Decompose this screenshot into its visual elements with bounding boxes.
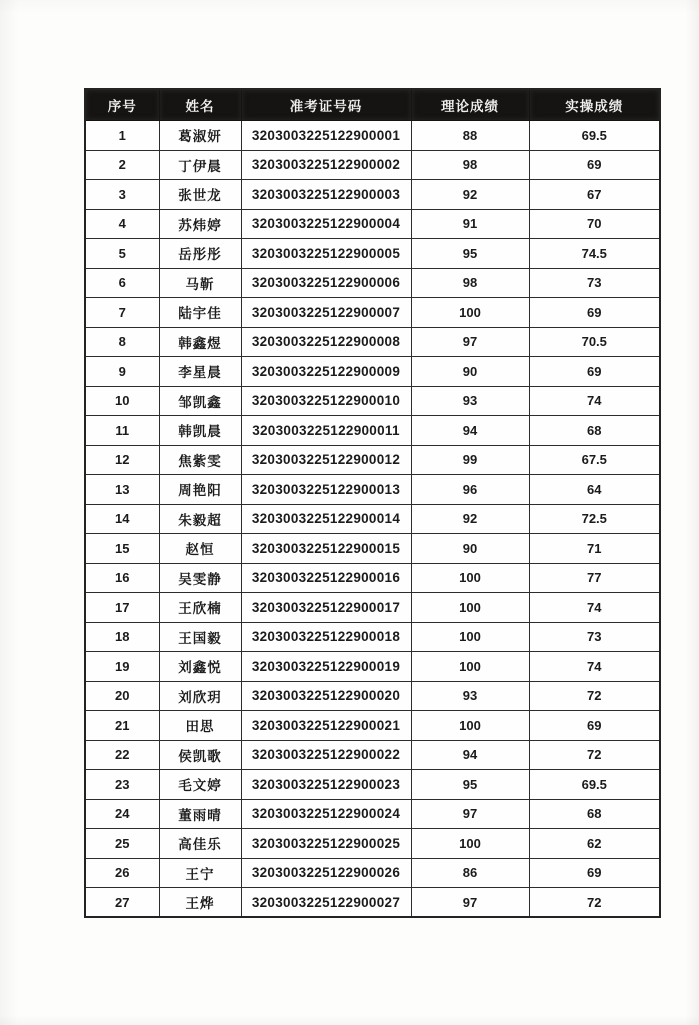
practical-score-cell: 69 (529, 711, 660, 741)
ticket-number-cell: 3203003225122900003 (241, 180, 411, 210)
theory-score-cell: 92 (411, 504, 529, 534)
theory-score-cell: 94 (411, 740, 529, 770)
practical-score-cell: 62 (529, 829, 660, 859)
name-cell: 王宁 (159, 858, 241, 888)
theory-score-cell: 97 (411, 888, 529, 918)
table-row (85, 357, 660, 387)
table-row (85, 563, 660, 593)
name-cell: 王国毅 (159, 622, 241, 652)
practical-score-cell: 67 (529, 180, 660, 210)
ticket-number-cell: 3203003225122900015 (241, 534, 411, 564)
name-cell: 陆宇佳 (159, 298, 241, 328)
ticket-number-cell: 3203003225122900012 (241, 445, 411, 475)
theory-score-cell: 100 (411, 711, 529, 741)
table-row (85, 121, 660, 151)
table-row (85, 416, 660, 446)
row-index-cell: 5 (85, 239, 159, 269)
ticket-number-cell: 3203003225122900002 (241, 150, 411, 180)
practical-score-cell: 73 (529, 268, 660, 298)
ticket-number-cell: 3203003225122900018 (241, 622, 411, 652)
table-row (85, 622, 660, 652)
name-cell: 董雨晴 (159, 799, 241, 829)
theory-score-cell: 90 (411, 357, 529, 387)
theory-score-cell: 95 (411, 770, 529, 800)
name-cell: 李星晨 (159, 357, 241, 387)
practical-score-cell: 74.5 (529, 239, 660, 269)
row-index-cell: 18 (85, 622, 159, 652)
ticket-number-cell: 3203003225122900017 (241, 593, 411, 623)
practical-score-cell: 64 (529, 475, 660, 505)
row-index-cell: 20 (85, 681, 159, 711)
ticket-number-cell: 3203003225122900021 (241, 711, 411, 741)
theory-score-cell: 98 (411, 268, 529, 298)
name-cell: 周艳阳 (159, 475, 241, 505)
row-index-cell: 15 (85, 534, 159, 564)
practical-score-cell: 69 (529, 858, 660, 888)
table-row (85, 268, 660, 298)
theory-score-cell: 100 (411, 652, 529, 682)
practical-score-cell: 73 (529, 622, 660, 652)
ticket-number-cell: 3203003225122900009 (241, 357, 411, 387)
ticket-number-cell: 3203003225122900025 (241, 829, 411, 859)
ticket-number-cell: 3203003225122900024 (241, 799, 411, 829)
ticket-number-cell: 3203003225122900011 (241, 416, 411, 446)
row-index-cell: 6 (85, 268, 159, 298)
name-cell: 韩鑫煜 (159, 327, 241, 357)
theory-score-cell: 97 (411, 327, 529, 357)
row-index-cell: 17 (85, 593, 159, 623)
name-cell: 毛文婷 (159, 770, 241, 800)
row-index-cell: 24 (85, 799, 159, 829)
practical-score-cell: 69.5 (529, 121, 660, 151)
table-row (85, 740, 660, 770)
row-index-cell: 3 (85, 180, 159, 210)
table-row (85, 239, 660, 269)
ticket-number-cell: 3203003225122900013 (241, 475, 411, 505)
row-index-cell: 1 (85, 121, 159, 151)
name-cell: 王烨 (159, 888, 241, 918)
row-index-cell: 23 (85, 770, 159, 800)
header-cell-index: 序号 (85, 89, 159, 121)
practical-score-cell: 69 (529, 150, 660, 180)
row-index-cell: 11 (85, 416, 159, 446)
theory-score-cell: 94 (411, 416, 529, 446)
row-index-cell: 12 (85, 445, 159, 475)
practical-score-cell: 69 (529, 357, 660, 387)
row-index-cell: 4 (85, 209, 159, 239)
practical-score-cell: 72 (529, 740, 660, 770)
practical-score-cell: 74 (529, 652, 660, 682)
table-row (85, 386, 660, 416)
theory-score-cell: 93 (411, 386, 529, 416)
header-cell-practical: 实操成绩 (529, 89, 660, 121)
ticket-number-cell: 3203003225122900026 (241, 858, 411, 888)
table-row (85, 888, 660, 918)
table-row (85, 475, 660, 505)
ticket-number-cell: 3203003225122900006 (241, 268, 411, 298)
practical-score-cell: 69 (529, 298, 660, 328)
ticket-number-cell: 3203003225122900010 (241, 386, 411, 416)
name-cell: 田思 (159, 711, 241, 741)
ticket-number-cell: 3203003225122900004 (241, 209, 411, 239)
row-index-cell: 19 (85, 652, 159, 682)
row-index-cell: 14 (85, 504, 159, 534)
name-cell: 苏炜婷 (159, 209, 241, 239)
table-row (85, 180, 660, 210)
name-cell: 焦紫雯 (159, 445, 241, 475)
ticket-number-cell: 3203003225122900022 (241, 740, 411, 770)
name-cell: 朱毅超 (159, 504, 241, 534)
table-row (85, 593, 660, 623)
score-table-header (85, 89, 660, 121)
table-row (85, 445, 660, 475)
table-row (85, 504, 660, 534)
theory-score-cell: 99 (411, 445, 529, 475)
row-index-cell: 9 (85, 357, 159, 387)
name-cell: 侯凯歌 (159, 740, 241, 770)
ticket-number-cell: 3203003225122900023 (241, 770, 411, 800)
table-row (85, 150, 660, 180)
table-row (85, 858, 660, 888)
practical-score-cell: 67.5 (529, 445, 660, 475)
name-cell: 王欣楠 (159, 593, 241, 623)
theory-score-cell: 100 (411, 593, 529, 623)
ticket-number-cell: 3203003225122900020 (241, 681, 411, 711)
table-row (85, 711, 660, 741)
ticket-number-cell: 3203003225122900007 (241, 298, 411, 328)
name-cell: 邹凯鑫 (159, 386, 241, 416)
practical-score-cell: 68 (529, 799, 660, 829)
table-row (85, 799, 660, 829)
row-index-cell: 27 (85, 888, 159, 918)
theory-score-cell: 100 (411, 298, 529, 328)
practical-score-cell: 77 (529, 563, 660, 593)
table-row (85, 298, 660, 328)
row-index-cell: 8 (85, 327, 159, 357)
practical-score-cell: 69.5 (529, 770, 660, 800)
header-cell-theory: 理论成绩 (411, 89, 529, 121)
score-table-body (85, 121, 660, 918)
row-index-cell: 7 (85, 298, 159, 328)
ticket-number-cell: 3203003225122900005 (241, 239, 411, 269)
row-index-cell: 2 (85, 150, 159, 180)
theory-score-cell: 90 (411, 534, 529, 564)
name-cell: 赵恒 (159, 534, 241, 564)
theory-score-cell: 93 (411, 681, 529, 711)
ticket-number-cell: 3203003225122900027 (241, 888, 411, 918)
name-cell: 岳彤彤 (159, 239, 241, 269)
row-index-cell: 10 (85, 386, 159, 416)
table-row (85, 770, 660, 800)
practical-score-cell: 70 (529, 209, 660, 239)
table-row (85, 327, 660, 357)
table-row (85, 534, 660, 564)
table-row (85, 209, 660, 239)
theory-score-cell: 91 (411, 209, 529, 239)
theory-score-cell: 96 (411, 475, 529, 505)
theory-score-cell: 88 (411, 121, 529, 151)
practical-score-cell: 71 (529, 534, 660, 564)
row-index-cell: 26 (85, 858, 159, 888)
name-cell: 丁伊晨 (159, 150, 241, 180)
theory-score-cell: 95 (411, 239, 529, 269)
header-cell-name: 姓名 (159, 89, 241, 121)
table-row (85, 681, 660, 711)
row-index-cell: 13 (85, 475, 159, 505)
practical-score-cell: 74 (529, 593, 660, 623)
practical-score-cell: 70.5 (529, 327, 660, 357)
practical-score-cell: 68 (529, 416, 660, 446)
ticket-number-cell: 3203003225122900014 (241, 504, 411, 534)
name-cell: 葛淑妍 (159, 121, 241, 151)
name-cell: 马靳 (159, 268, 241, 298)
theory-score-cell: 100 (411, 563, 529, 593)
name-cell: 刘欣玥 (159, 681, 241, 711)
ticket-number-cell: 3203003225122900008 (241, 327, 411, 357)
theory-score-cell: 100 (411, 829, 529, 859)
theory-score-cell: 98 (411, 150, 529, 180)
name-cell: 韩凯晨 (159, 416, 241, 446)
row-index-cell: 22 (85, 740, 159, 770)
practical-score-cell: 72 (529, 681, 660, 711)
header-cell-ticket: 准考证号码 (241, 89, 411, 121)
practical-score-cell: 74 (529, 386, 660, 416)
ticket-number-cell: 3203003225122900019 (241, 652, 411, 682)
name-cell: 刘鑫悦 (159, 652, 241, 682)
score-table (84, 88, 661, 918)
name-cell: 张世龙 (159, 180, 241, 210)
theory-score-cell: 100 (411, 622, 529, 652)
header-row (85, 89, 660, 121)
practical-score-cell: 72 (529, 888, 660, 918)
practical-score-cell: 72.5 (529, 504, 660, 534)
row-index-cell: 21 (85, 711, 159, 741)
name-cell: 吴雯静 (159, 563, 241, 593)
theory-score-cell: 86 (411, 858, 529, 888)
table-row (85, 829, 660, 859)
row-index-cell: 25 (85, 829, 159, 859)
ticket-number-cell: 3203003225122900016 (241, 563, 411, 593)
table-row (85, 652, 660, 682)
theory-score-cell: 92 (411, 180, 529, 210)
theory-score-cell: 97 (411, 799, 529, 829)
name-cell: 高佳乐 (159, 829, 241, 859)
row-index-cell: 16 (85, 563, 159, 593)
ticket-number-cell: 3203003225122900001 (241, 121, 411, 151)
